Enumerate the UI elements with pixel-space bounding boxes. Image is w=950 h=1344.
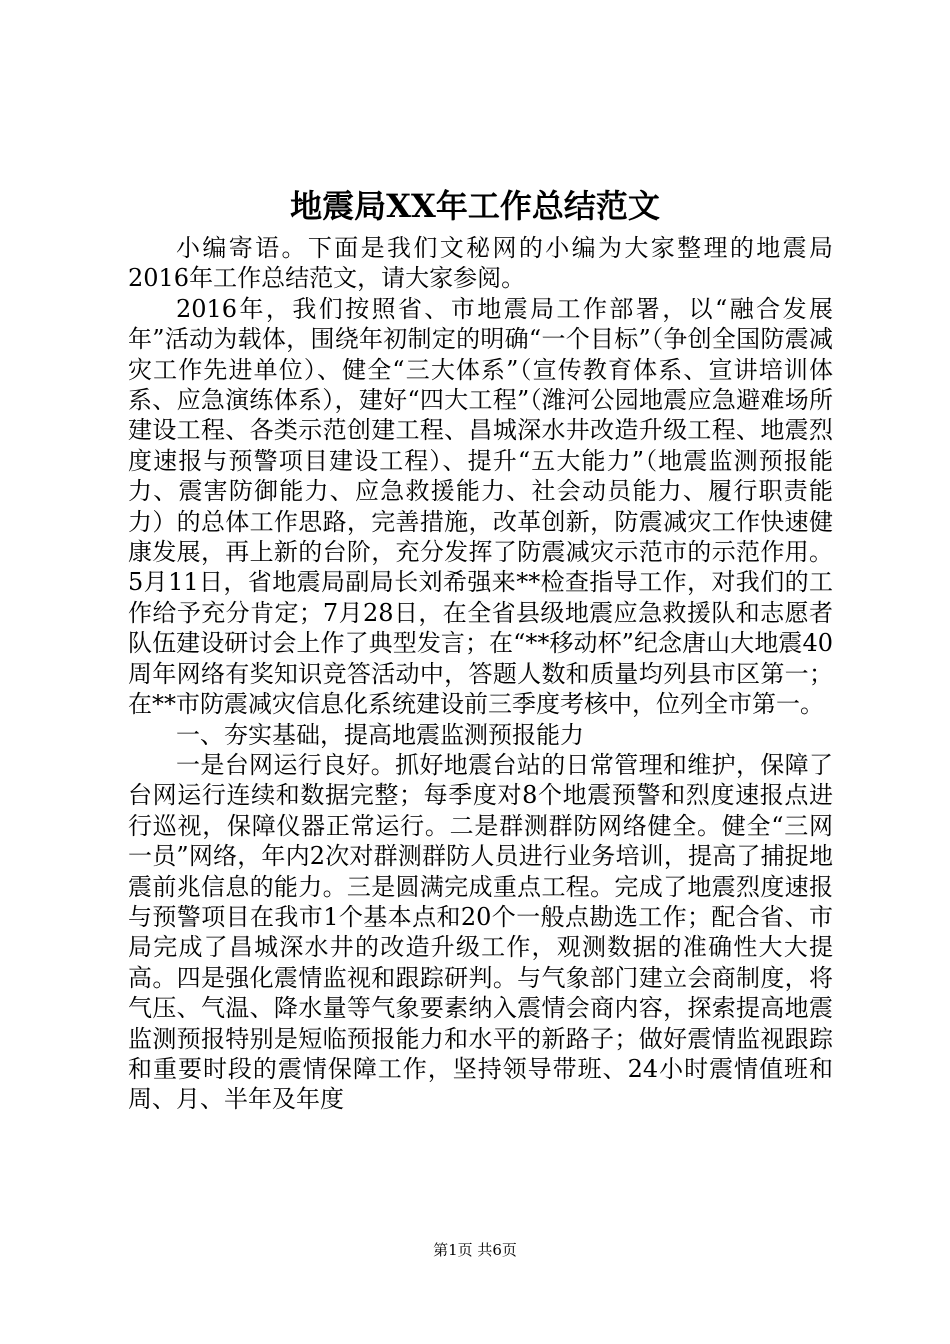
- document-body: [128, 233, 833, 1115]
- page-footer: 第1页 共6页: [433, 1241, 517, 1259]
- paragraph-overview: 2016年，我们按照省、市地震局工作部署，以“融合发展年”活动为载体，围绕年初制定的明确“一个目标”（争创全国防震减灾工作先进单位）、健全“三大体系”（宣传教育体系、宣讲培训体系、应急演练体系），建好“四大工程”（潍河公园地震应急避难场所建设工程、各类示范创建工程、昌城深水井改造升级工程、地震烈度速报与预警项目建设工程）、提升“五大能力”（地震监测预报能力、震害防御能力、应急救援能力、社会动员能力、履行职责能力）的总体工作思路，完善措施，改革创新，防震减灾工作快速健康发展，再上新的台阶，充分发挥了防震减灾示范市的示范作用。5月11日，省地震局副局长刘希强来**检查指导工作，对我们的工作给予充分肯定；7月28日，在全省县级地震应急救援队和志愿者队伍建设研讨会上作了典型发言；在“**移动杯”纪念唐山大地震40周年网络有奖知识竞答活动中，答题人数和质量均列县市区第一；在**市防震减灾信息化系统建设前三季度考核中，位列全市第一。: [128, 294, 833, 719]
- document-title: 地震局XX年工作总结范文: [290, 187, 660, 225]
- section-heading-1: 一、夯实基础，提高地震监测预报能力: [176, 720, 584, 749]
- paragraph-intro: 小编寄语。下面是我们文秘网的小编为大家整理的地震局2016年工作总结范文，请大家参阅。: [128, 234, 833, 293]
- paragraph-section-1: 一是台网运行良好。抓好地震台站的日常管理和维护，保障了台网运行连续和数据完整；每季度对8个地震预警和烈度速报点进行巡视，保障仪器正常运行。二是群测群防网络健全。健全“三网一员”网络，年内2次对群测群防人员进行业务培训，提高了捕捉地震前兆信息的能力。三是圆满完成重点工程。完成了地震烈度速报与预警项目在我市1个基本点和20个一般点勘选工作；配合省、市局完成了昌城深水井的改造升级工作，观测数据的准确性大大提高。四是强化震情监视和跟踪研判。与气象部门建立会商制度，将气压、气温、降水量等气象要素纳入震情会商内容，探索提高地震监测预报特别是短临预报能力和水平的新路子；做好震情监视跟踪和重要时段的震情保障工作，坚持领导带班、24小时震情值班和周、月、半年及年度: [128, 750, 833, 1114]
